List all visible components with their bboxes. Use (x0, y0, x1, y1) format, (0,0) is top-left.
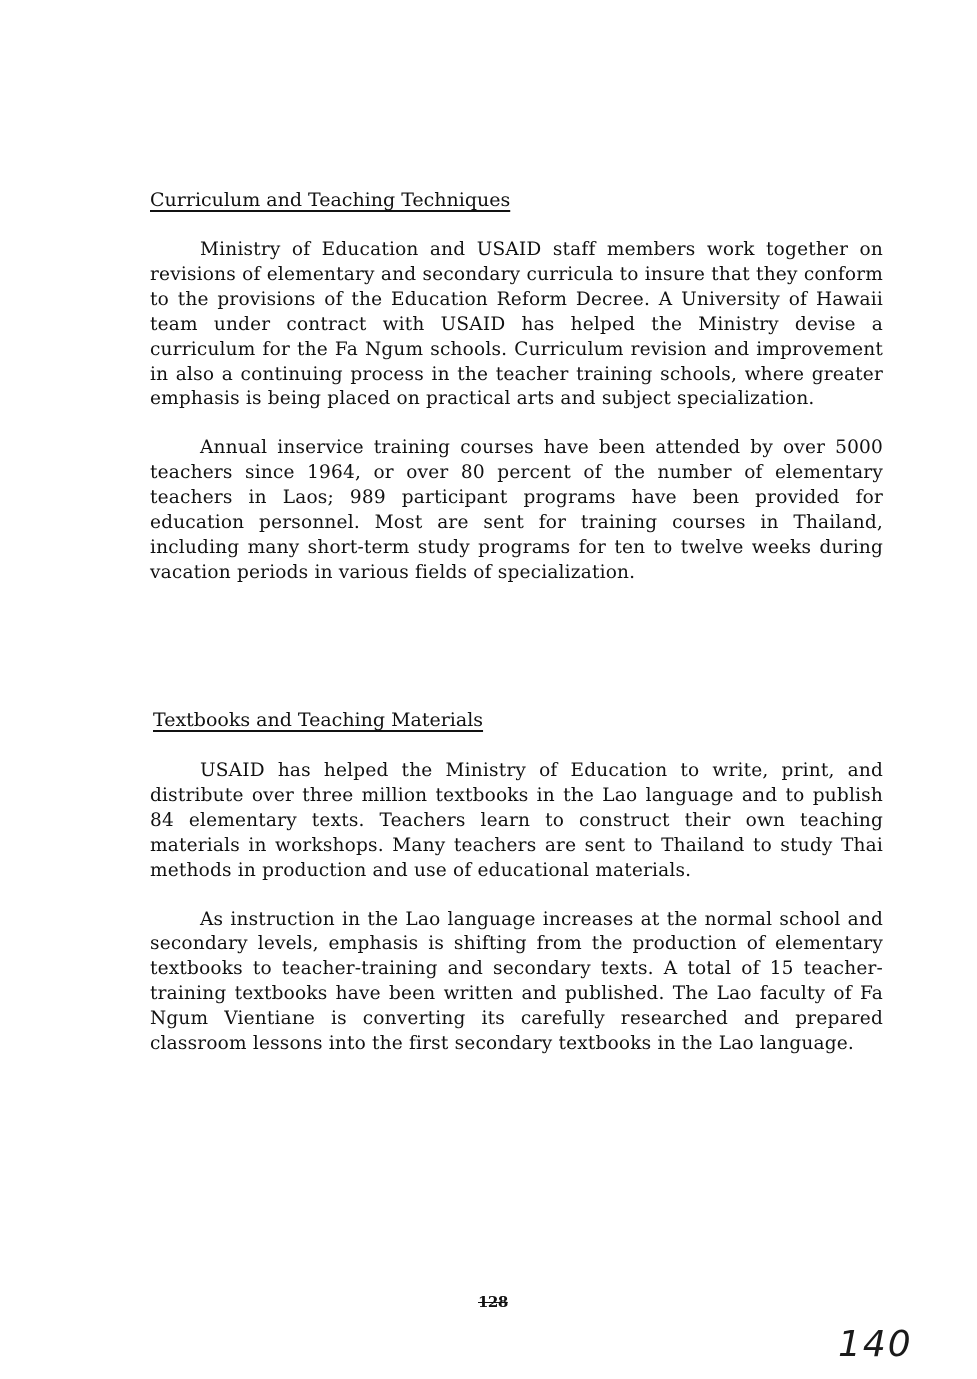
handwritten-page-number: 140 (838, 1324, 913, 1365)
paragraph: Annual inservice training courses have been attended by over 5000 teachers since 1964, or over 80 percent of the number of elementary teachers in Laos; 989 participant programs have been provided for education personnel. Most are sent for training courses in Thailand, including many short-term study programs for ten to twelve weeks during vacation periods in various fields of specialization. (150, 437, 883, 583)
section-heading: Curriculum and Teaching Techniques (150, 189, 511, 211)
paragraph: Ministry of Education and USAID staff members work together on revisions of elementary and secondary curricula to insure that they conform to the provisions of the Education Reform Decree. A University of Hawaii team under contract with USAID has helped the Ministry devise a curriculum for the Fa Ngum schools. Curriculum revision and improvement in also a continuing process in the teacher training schools, where greater emphasis is being placed on practical arts and subject specialization. (150, 239, 883, 410)
page-number: 128 (478, 1293, 508, 1311)
section-curriculum (150, 188, 883, 586)
section-textbooks (150, 708, 883, 1057)
section-heading: Textbooks and Teaching Materials (153, 709, 484, 731)
paragraph: As instruction in the Lao language increases at the normal school and secondary levels, emphasis is shifting from the production of elementary textbooks to teacher-training and secondary texts. A total of 15 teacher-training textbooks have been written and published. The Lao faculty of Fa Ngum Vientiane is converting its carefully researched and prepared classroom lessons into the first secondary textbooks in the Lao language. (150, 908, 883, 1055)
paragraph: USAID has helped the Ministry of Education to write, print, and distribute over three million textbooks in the Lao language and to publish 84 elementary texts. Teachers learn to construct their own teaching materials in workshops. Many teachers are sent to Thailand to study Thai methods in production and use of educational materials. (150, 760, 883, 881)
